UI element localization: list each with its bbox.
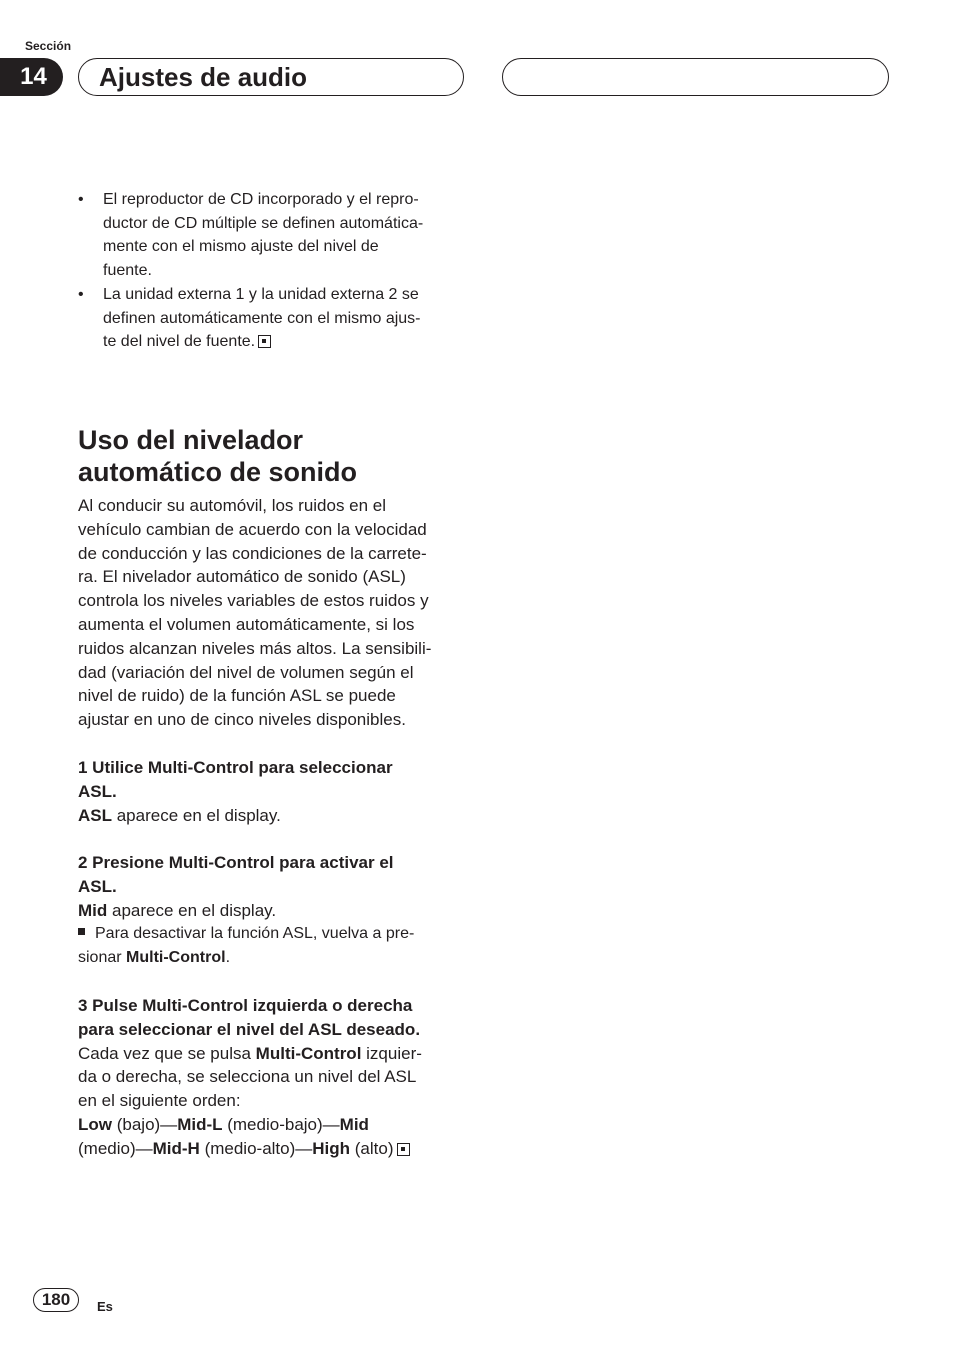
step-note — [78, 922, 473, 968]
language-code: Es — [97, 1299, 113, 1314]
bullet-line: definen automáticamente con el mismo ajus- — [103, 309, 421, 327]
bullet-text — [103, 188, 468, 282]
paragraph-line: vehículo cambian de acuerdo con la velocidad — [78, 519, 427, 539]
paragraph-line: aumenta el volumen automáticamente, si los — [78, 614, 415, 634]
section-label: Sección — [25, 39, 72, 53]
step-2 — [78, 851, 473, 969]
step-title: para seleccionar el nivel del ASL deseado. — [78, 1019, 421, 1039]
end-of-section-icon — [397, 1143, 410, 1156]
paragraph-line: ajustar en uno de cinco niveles disponibles. — [78, 710, 406, 730]
bullet-line: El reproductor de CD incorporado y el repro- — [103, 191, 419, 208]
bullet-line: te del nivel de fuente. — [103, 330, 468, 354]
paragraph-line: controla los niveles variables de estos ruidos y — [78, 591, 429, 611]
heading-line: automático de sonido — [78, 457, 358, 487]
bullet-line: mente con el mismo ajuste del nivel de — [103, 238, 379, 256]
asl-order-line: Low (bajo)—Mid-L (medio-bajo)—Mid — [78, 1114, 369, 1134]
step-desc-line: Cada vez que se pulsa Multi-Control izquier- — [78, 1043, 422, 1063]
step-title: 1 Utilice Multi-Control para seleccionar — [78, 758, 393, 777]
paragraph-line: Al conducir su automóvil, los ruidos en el — [78, 496, 387, 515]
bullet-line: fuente. — [103, 261, 152, 279]
step-result: Mid aparece en el display. — [78, 900, 277, 920]
bullet-dot: • — [78, 286, 84, 303]
bullet-text — [103, 283, 468, 354]
step-title: 2 Presione Multi-Control para activar el — [78, 853, 394, 872]
note-line: Para desactivar la función ASL, vuelva a pre- — [78, 922, 473, 945]
step-title: 3 Pulse Multi-Control izquierda o derecha — [78, 996, 413, 1015]
paragraph-line: ra. El nivelador automático de sonido (ASL) — [78, 567, 406, 587]
asl-order-line: (medio)—Mid-H (medio-alto)—High (alto) — [78, 1137, 473, 1161]
bullet-line: La unidad externa 1 y la unidad externa 2 se — [103, 286, 419, 303]
step-desc-line: en el siguiente orden: — [78, 1091, 241, 1111]
step-title: ASL. — [78, 781, 117, 801]
bullet-line: ductor de CD múltiple se definen automática- — [103, 214, 424, 232]
paragraph-line: dad (variación del nivel de volumen según el — [78, 662, 414, 682]
bullet-dot: • — [78, 191, 84, 208]
heading-line: Uso del nivelador — [78, 425, 304, 455]
chapter-title — [78, 58, 464, 96]
paragraph-line: de conducción y las condiciones de la carrete- — [78, 543, 427, 563]
page-number: 180 — [33, 1288, 79, 1312]
section-heading — [78, 424, 357, 488]
header-empty-pill — [502, 58, 889, 96]
paragraph-line: nivel de ruido) de la función ASL se puede — [78, 686, 396, 706]
step-1 — [78, 756, 473, 827]
paragraph-line: ruidos alcanzan niveles más altos. La sensibili- — [78, 638, 432, 658]
step-desc-line: da o derecha, se selecciona un nivel del ASL — [78, 1067, 417, 1087]
section-number-badge: 14 — [0, 58, 63, 96]
intro-paragraph — [78, 494, 473, 732]
step-result: ASL aparece en el display. — [78, 805, 281, 825]
note-line: sionar Multi-Control. — [78, 948, 231, 966]
square-bullet-icon — [78, 928, 85, 935]
step-title: ASL. — [78, 876, 117, 896]
end-of-section-icon — [258, 335, 271, 348]
chapter-title-text: Ajustes de audio — [99, 61, 308, 92]
step-3 — [78, 994, 473, 1161]
